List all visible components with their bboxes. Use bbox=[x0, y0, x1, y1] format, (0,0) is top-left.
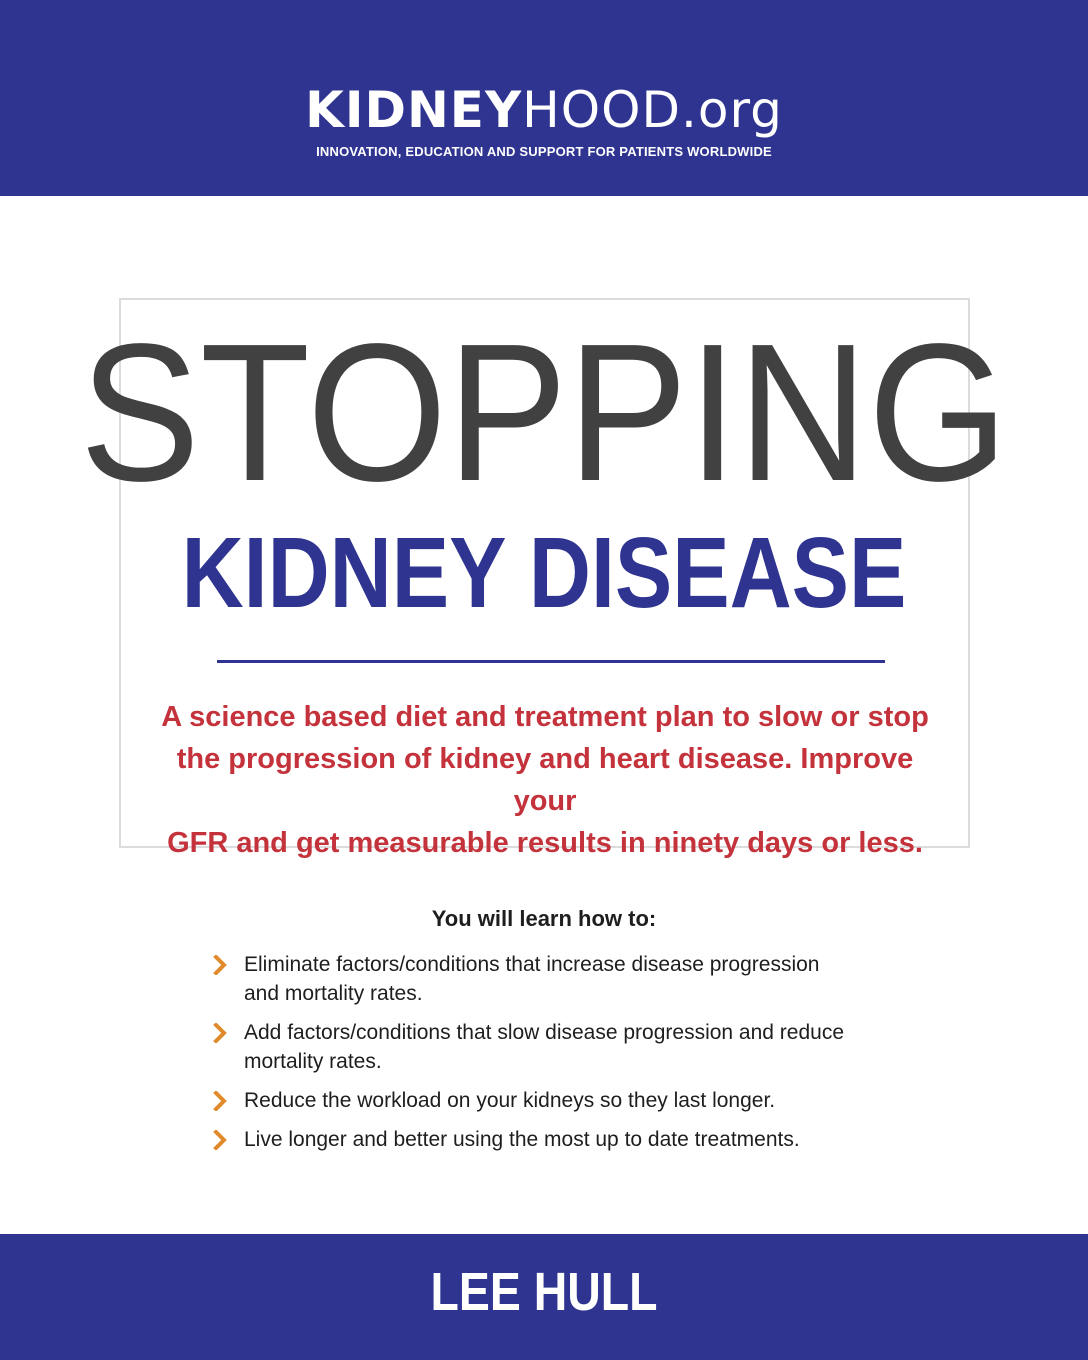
list-item-line: Reduce the workload on your kidneys so they last longer. bbox=[244, 1089, 776, 1112]
list-item-line: Live longer and better using the most up to date treatments. bbox=[244, 1128, 800, 1151]
book-description-line: GFR and get measurable results in ninety days or less. bbox=[167, 827, 923, 859]
learn-list bbox=[208, 950, 898, 1154]
list-item bbox=[208, 1086, 898, 1115]
list-item bbox=[208, 1125, 898, 1154]
list-item-line: and mortality rates. bbox=[244, 982, 423, 1005]
chevron-right-icon bbox=[210, 1130, 230, 1150]
brand-logo bbox=[0, 82, 1088, 138]
book-description-line: A science based diet and treatment plan to slow or stop bbox=[161, 701, 929, 733]
brand-logo-light: HOOD.org bbox=[522, 81, 783, 139]
list-item-line: Add factors/conditions that slow disease progression and reduce bbox=[244, 1021, 845, 1044]
list-item bbox=[208, 950, 898, 1008]
list-item-line: mortality rates. bbox=[244, 1050, 382, 1073]
list-item-line: Eliminate factors/conditions that increase disease progression bbox=[244, 953, 820, 976]
book-subtitle-heading: KIDNEY DISEASE bbox=[181, 517, 907, 629]
chevron-right-icon bbox=[210, 1091, 230, 1111]
brand-tagline: INNOVATION, EDUCATION AND SUPPORT FOR PATIENTS WORLDWIDE bbox=[316, 144, 772, 159]
brand-logo-bold: KIDNEY bbox=[305, 81, 523, 139]
book-description bbox=[150, 696, 940, 864]
book-title: STOPPING bbox=[79, 303, 1009, 522]
list-item bbox=[208, 1018, 898, 1076]
chevron-right-icon bbox=[210, 955, 230, 975]
chevron-right-icon bbox=[210, 1023, 230, 1043]
book-description-line: the progression of kidney and heart disease. Improve your bbox=[176, 743, 914, 817]
title-divider bbox=[217, 660, 885, 663]
author-name: LEE HULL bbox=[430, 1262, 658, 1322]
learn-heading: You will learn how to: bbox=[431, 906, 657, 931]
